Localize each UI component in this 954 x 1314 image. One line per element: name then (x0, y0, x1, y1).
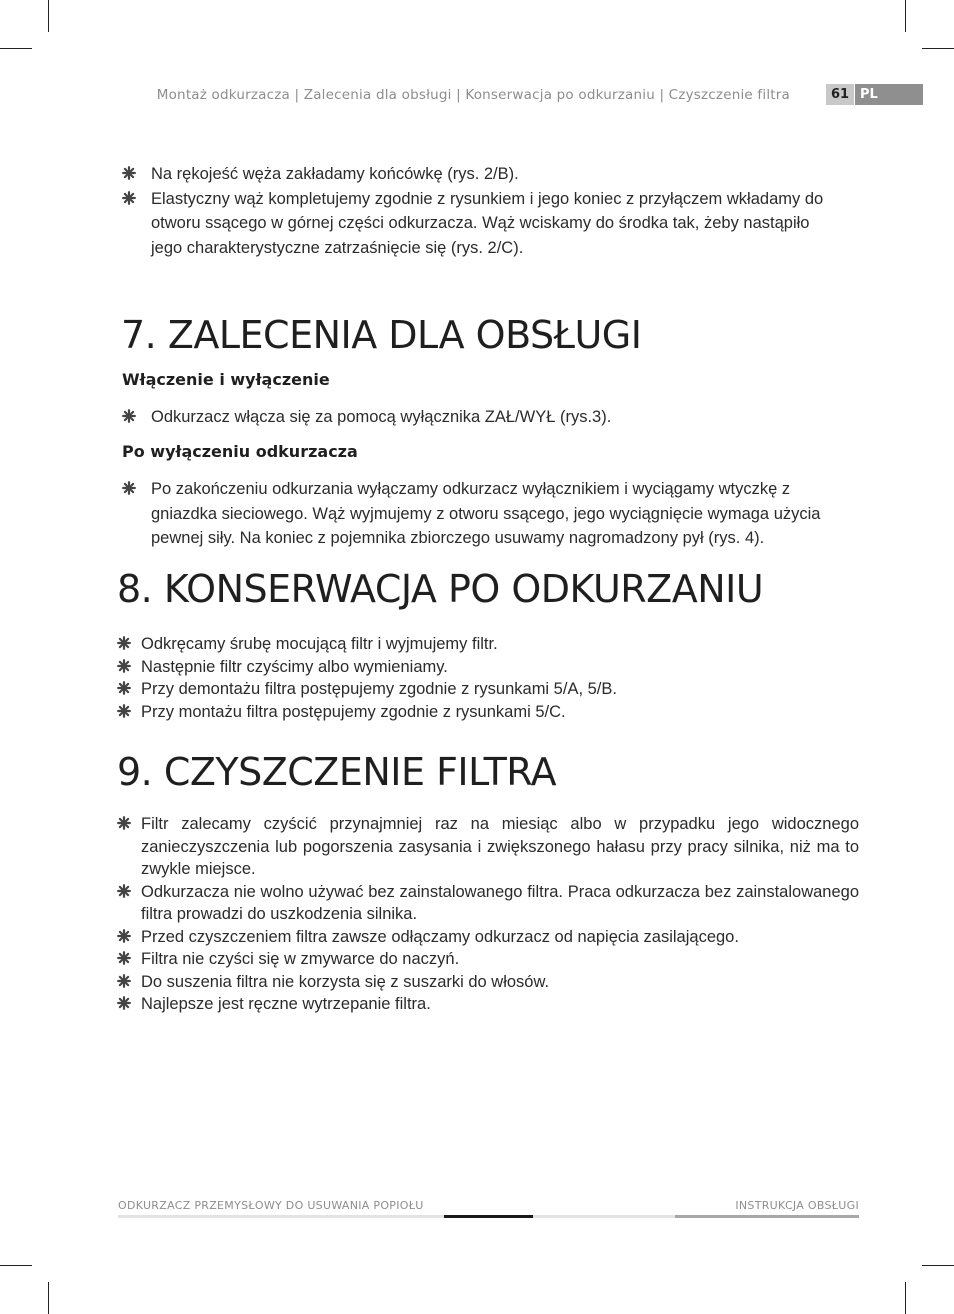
section-7-subheading-after-off: Po wyłączeniu odkurzacza (122, 442, 358, 461)
section-7-subheading-on-off: Włączenie i wyłączenie (122, 370, 330, 389)
snowflake-bullet-icon (117, 951, 131, 965)
list-item-text: Odkurzacz włącza się za pomocą wyłącznika ZAŁ/WYŁ (rys.3). (151, 408, 612, 426)
snowflake-bullet-icon (122, 481, 136, 495)
list-item-text: Po zakończeniu odkurzania wyłączamy odkurzacz wyłącznikiem i wyciągamy wtyczkę z gniazdka sieciowego. Wąż wyjmujemy z otworu ssącego, jego wyciągnięcie wymaga użycia pewnej siły. Na koniec z pojemnika zbiorczego usuwamy nagromadzony pył (rys. 4). (151, 480, 821, 547)
footer-divider (675, 1215, 859, 1218)
snowflake-bullet-icon (122, 409, 136, 423)
list-item-text: Przed czyszczeniem filtra zawsze odłączamy odkurzacz od napięcia zasilającego. (141, 927, 739, 946)
crop-mark (48, 1282, 49, 1314)
crop-mark (922, 1265, 954, 1266)
footer-divider (533, 1215, 675, 1218)
list-item (117, 813, 859, 881)
list-item-text: Przy montażu filtra postępujemy zgodnie z rysunkami 5/C. (141, 702, 566, 721)
list-item (122, 405, 834, 430)
section-7-list-after-off (122, 477, 822, 551)
footer-doc-type: INSTRUKCJA OBSŁUGI (735, 1199, 859, 1212)
section-7-title: 7. ZALECENIA DLA OBSŁUGI (121, 313, 642, 357)
list-item (122, 477, 822, 551)
list-item (117, 926, 859, 949)
crop-mark (48, 0, 49, 32)
footer-divider (444, 1215, 533, 1218)
section-7-list-on-off (122, 405, 834, 430)
assembly-list (122, 162, 834, 260)
list-item-text: Do suszenia filtra nie korzysta się z suszarki do włosów. (141, 972, 550, 991)
section-9-title: 9. CZYSZCZENIE FILTRA (117, 750, 557, 794)
snowflake-bullet-icon (117, 884, 131, 898)
list-item (122, 187, 834, 261)
language-tab: PL (855, 84, 923, 105)
list-item (117, 678, 857, 701)
list-item (117, 656, 857, 679)
list-item-text: Na rękojeść węża zakładamy końcówkę (rys. 2/B). (151, 165, 519, 183)
list-item (117, 633, 857, 656)
section-8-list (117, 633, 857, 723)
snowflake-bullet-icon (117, 816, 131, 830)
section-8-title: 8. KONSERWACJA PO ODKURZANIU (117, 567, 764, 611)
list-item (117, 701, 857, 724)
list-item (122, 162, 834, 187)
list-item-text: Odkurzacza nie wolno używać bez zainstalowanego filtra. Praca odkurzacza bez zainstalowanego filtra prowadzi do uszkodzenia silnika. (141, 882, 859, 923)
list-item-text: Przy demontażu filtra postępujemy zgodnie z rysunkami 5/A, 5/B. (141, 680, 617, 698)
list-item (117, 971, 859, 994)
crop-mark (905, 1282, 906, 1314)
snowflake-bullet-icon (117, 996, 131, 1010)
list-item-text: Elastyczny wąż kompletujemy zgodnie z rysunkiem i jego koniec z przyłączem wkładamy do otworu ssącego w górnej części odkurzacza. Wąż wciskamy do środka tak, żeby nastąpiło jego charakterystyczne zatrzaśnięcie się (rys. 2/C). (151, 189, 824, 257)
section-9-list (117, 813, 859, 1016)
snowflake-bullet-icon (117, 704, 131, 718)
footer-divider (118, 1215, 444, 1218)
crop-mark (0, 48, 32, 49)
snowflake-bullet-icon (117, 681, 131, 695)
snowflake-bullet-icon (117, 974, 131, 988)
list-item-text: Odkręcamy śrubę mocującą filtr i wyjmujemy filtr. (141, 635, 498, 653)
snowflake-bullet-icon (117, 636, 131, 650)
list-item-text: Filtr zalecamy czyścić przynajmniej raz na miesiąc albo w przypadku jego widocznego zanieczyszczenia lub pogorszenia zasysania i zwiększonego hałasu przy pracy silnika, niż ma to zwykle miejsce. (141, 815, 859, 878)
list-item (117, 948, 859, 971)
snowflake-bullet-icon (122, 191, 136, 205)
list-item (117, 881, 859, 926)
page-header (0, 84, 954, 106)
list-item-text: Najlepsze jest ręczne wytrzepanie filtra. (141, 995, 431, 1013)
list-item-text: Następnie filtr czyścimy albo wymieniamy. (141, 657, 448, 676)
page-number: 61 (826, 84, 854, 105)
snowflake-bullet-icon (122, 166, 136, 180)
snowflake-bullet-icon (117, 659, 131, 673)
crop-mark (905, 0, 906, 32)
crop-mark (922, 48, 954, 49)
list-item (117, 993, 859, 1016)
breadcrumb: Montaż odkurzacza | Zalecenia dla obsługi | Konserwacja po odkurzaniu | Czyszczenie filtra (156, 87, 790, 103)
crop-mark (0, 1265, 32, 1266)
footer-product-name: ODKURZACZ PRZEMYSŁOWY DO USUWANIA POPIOŁU (118, 1199, 424, 1212)
list-item-text: Filtra nie czyści się w zmywarce do naczyń. (141, 950, 460, 968)
snowflake-bullet-icon (117, 929, 131, 943)
